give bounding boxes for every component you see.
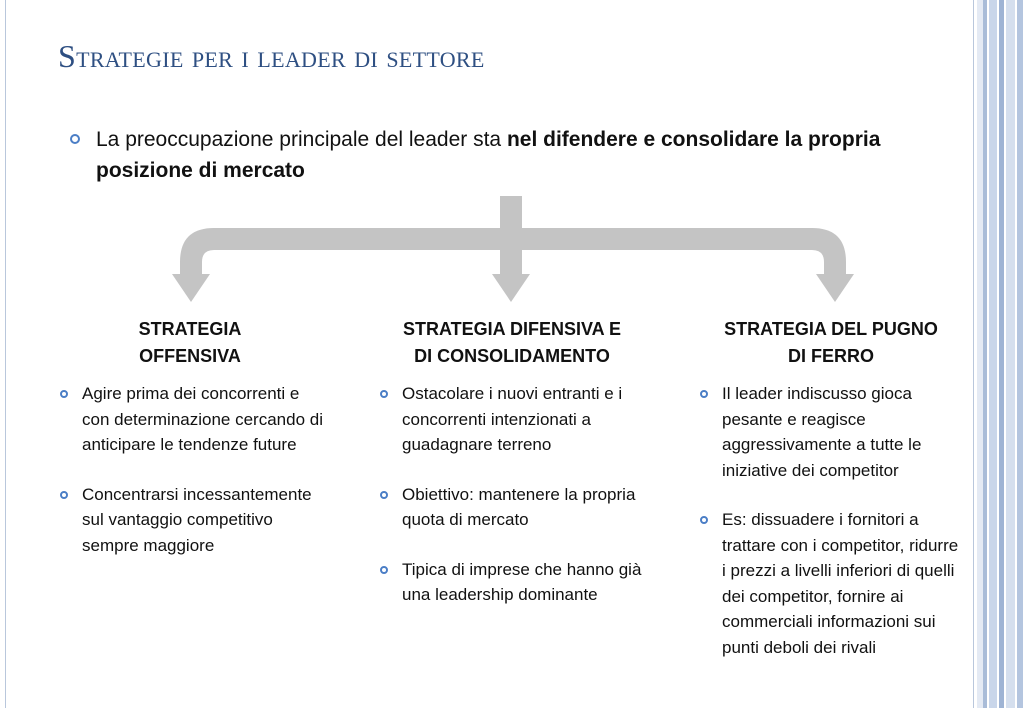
heading-line: OFFENSIVA <box>139 346 241 366</box>
list-item-text: Agire prima dei concorrenti e con determinazione cercando di anticipare le tendenze future <box>82 384 323 454</box>
list-item <box>698 381 962 483</box>
list-item-text: Es: dissuadere i fornitori a trattare con i competitor, ridurre i prezzi a livelli inferiori di quelli dei competitor, fornire ai commerciali informazioni sui punti deboli dei rivali <box>722 510 959 657</box>
circle-bullet-icon <box>700 516 708 524</box>
list-item-text: Obiettivo: mantenere la propria quota di mercato <box>402 484 636 529</box>
main-bullet-emphasis: nel difendere e consolidare la propria posizione di mercato <box>96 128 881 182</box>
circle-bullet-icon <box>60 390 68 398</box>
main-bullet-text: La preoccupazione principale del leader sta <box>96 128 507 151</box>
list-item <box>378 557 656 608</box>
list-item <box>58 482 326 559</box>
circle-bullet-icon <box>380 491 388 499</box>
circle-bullet-icon <box>380 390 388 398</box>
list-item-text: Concentrarsi incessantemente sul vantaggio competitivo sempre maggiore <box>82 484 312 555</box>
list-item-text: Ostacolare i nuovi entranti e i concorrenti intenzionati a guadagnare terreno <box>402 384 623 454</box>
circle-bullet-icon <box>700 390 708 398</box>
column-list-pugno-di-ferro <box>698 381 962 684</box>
circle-bullet-icon <box>60 491 68 499</box>
heading-line: DI FERRO <box>787 346 874 366</box>
heading-line: STRATEGIA <box>138 319 242 339</box>
list-item-text: Il leader indiscusso gioca pesante e reagisce aggressivamente a tutte le iniziative dei competitor <box>722 384 922 480</box>
column-heading-pugno-di-ferro <box>706 316 956 370</box>
list-item <box>58 381 326 458</box>
heading-line: DI CONSOLIDAMENTO <box>414 346 610 366</box>
column-list-difensiva <box>378 381 656 632</box>
circle-bullet-icon <box>380 566 388 574</box>
heading-line: STRATEGIA DEL PUGNO <box>724 319 938 339</box>
list-item <box>378 482 656 533</box>
list-item <box>378 381 656 458</box>
heading-line: STRATEGIA DIFENSIVA E <box>402 319 621 339</box>
column-list-offensiva <box>58 381 326 582</box>
column-heading-offensiva <box>70 316 310 370</box>
list-item-text: Tipica di imprese che hanno già una leadership dominante <box>402 559 642 604</box>
slide-title: Strategie per i leader di settore <box>58 38 485 74</box>
column-heading-difensiva <box>380 316 644 370</box>
list-item <box>698 507 962 660</box>
